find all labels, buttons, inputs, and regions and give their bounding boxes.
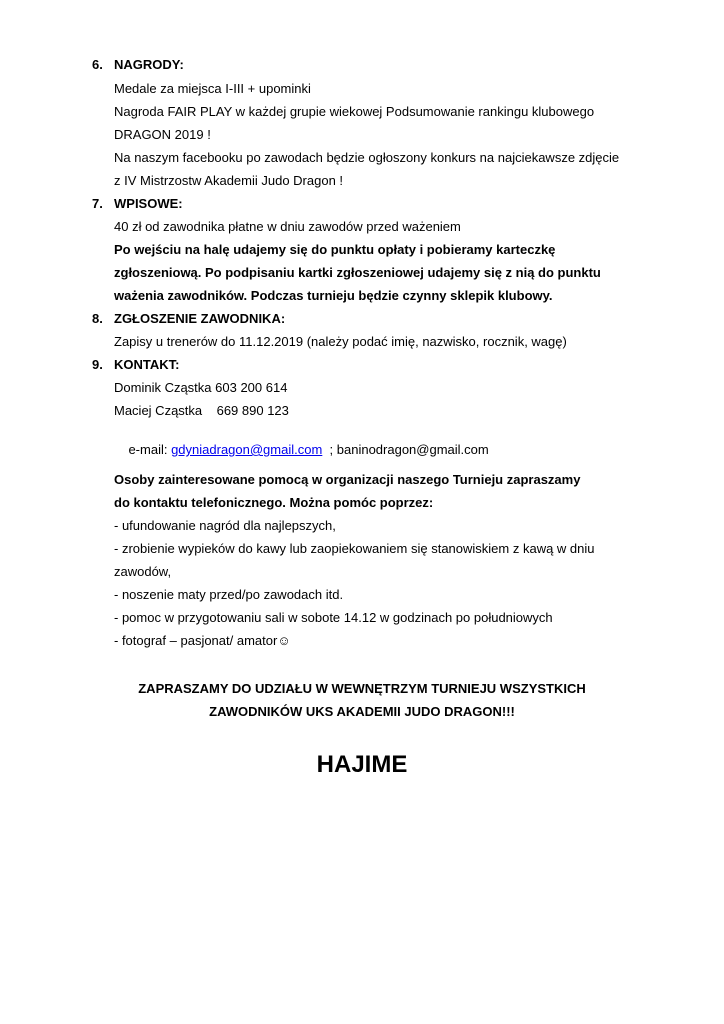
email-label: e-mail: [128, 442, 172, 457]
help-item: - fotograf – pasjonat/ amator☺ [114, 633, 291, 648]
email-link-gdyniadragon[interactable]: gdyniadragon@gmail.com [171, 442, 323, 457]
help-bold-line: Osoby zainteresowane pomocą w organizacji naszego Turnieju zapraszamy [114, 472, 581, 487]
help-item: zawodów, [114, 564, 172, 579]
section-6-line: Na naszym facebooku po zawodach będzie ogłoszony konkurs na najciekawsze zdjęcie [114, 150, 620, 165]
email-line [114, 426, 489, 474]
help-item: - zrobienie wypieków do kawy lub zaopiekowaniem się stanowiskiem z kawą w dniu [114, 541, 595, 556]
help-item: - ufundowanie nagród dla najlepszych, [114, 518, 336, 533]
section-6-heading: NAGRODY: [114, 57, 184, 72]
email-separator: ; [322, 442, 337, 457]
section-7-line: 40 zł od zawodnika płatne w dniu zawodów przed ważeniem [114, 219, 461, 234]
section-6-line: Nagroda FAIR PLAY w każdej grupie wiekowej Podsumowanie rankingu klubowego [114, 104, 595, 119]
section-7-bold-line: ważenia zawodników. Podczas turnieju będzie czynny sklepik klubowy. [114, 288, 553, 303]
section-9-number: 9. [92, 357, 103, 372]
closing-title: HAJIME [316, 751, 408, 778]
section-7-number: 7. [92, 196, 103, 211]
invite-line: ZAWODNIKÓW UKS AKADEMII JUDO DRAGON!!! [209, 704, 515, 719]
help-item: - noszenie maty przed/po zawodach itd. [114, 587, 344, 602]
section-7-heading: WPISOWE: [114, 196, 183, 211]
section-6-number: 6. [92, 57, 103, 72]
section-7-bold-line: Po wejściu na halę udajemy się do punktu opłaty i pobieramy karteczkę [114, 242, 556, 257]
invite-line: ZAPRASZAMY DO UDZIAŁU W WEWNĘTRZYM TURNIEJU WSZYSTKICH [138, 681, 586, 696]
section-6-line: Medale za miejsca I-III + upominki [114, 81, 311, 96]
contact-maciej: Maciej Cząstka 669 890 123 [114, 403, 289, 418]
section-9-heading: KONTAKT: [114, 357, 180, 372]
section-8-number: 8. [92, 311, 103, 326]
help-bold-line: do kontaktu telefonicznego. Można pomóc poprzez: [114, 495, 434, 510]
contact-dominik: Dominik Cząstka 603 200 614 [114, 380, 288, 395]
section-6-line: DRAGON 2019 ! [114, 127, 211, 142]
section-8-heading: ZGŁOSZENIE ZAWODNIKA: [114, 311, 286, 326]
email-baninodragon: baninodragon@gmail.com [336, 442, 489, 457]
section-7-bold-line: zgłoszeniową. Po podpisaniu kartki zgłoszeniowej udajemy się z nią do punktu [114, 265, 601, 280]
section-8-line: Zapisy u trenerów do 11.12.2019 (należy podać imię, nazwisko, rocznik, wagę) [114, 334, 567, 349]
help-item: - pomoc w przygotowaniu sali w sobote 14.12 w godzinach po południowych [114, 610, 553, 625]
section-6-line: z IV Mistrzostw Akademii Judo Dragon ! [114, 173, 344, 188]
